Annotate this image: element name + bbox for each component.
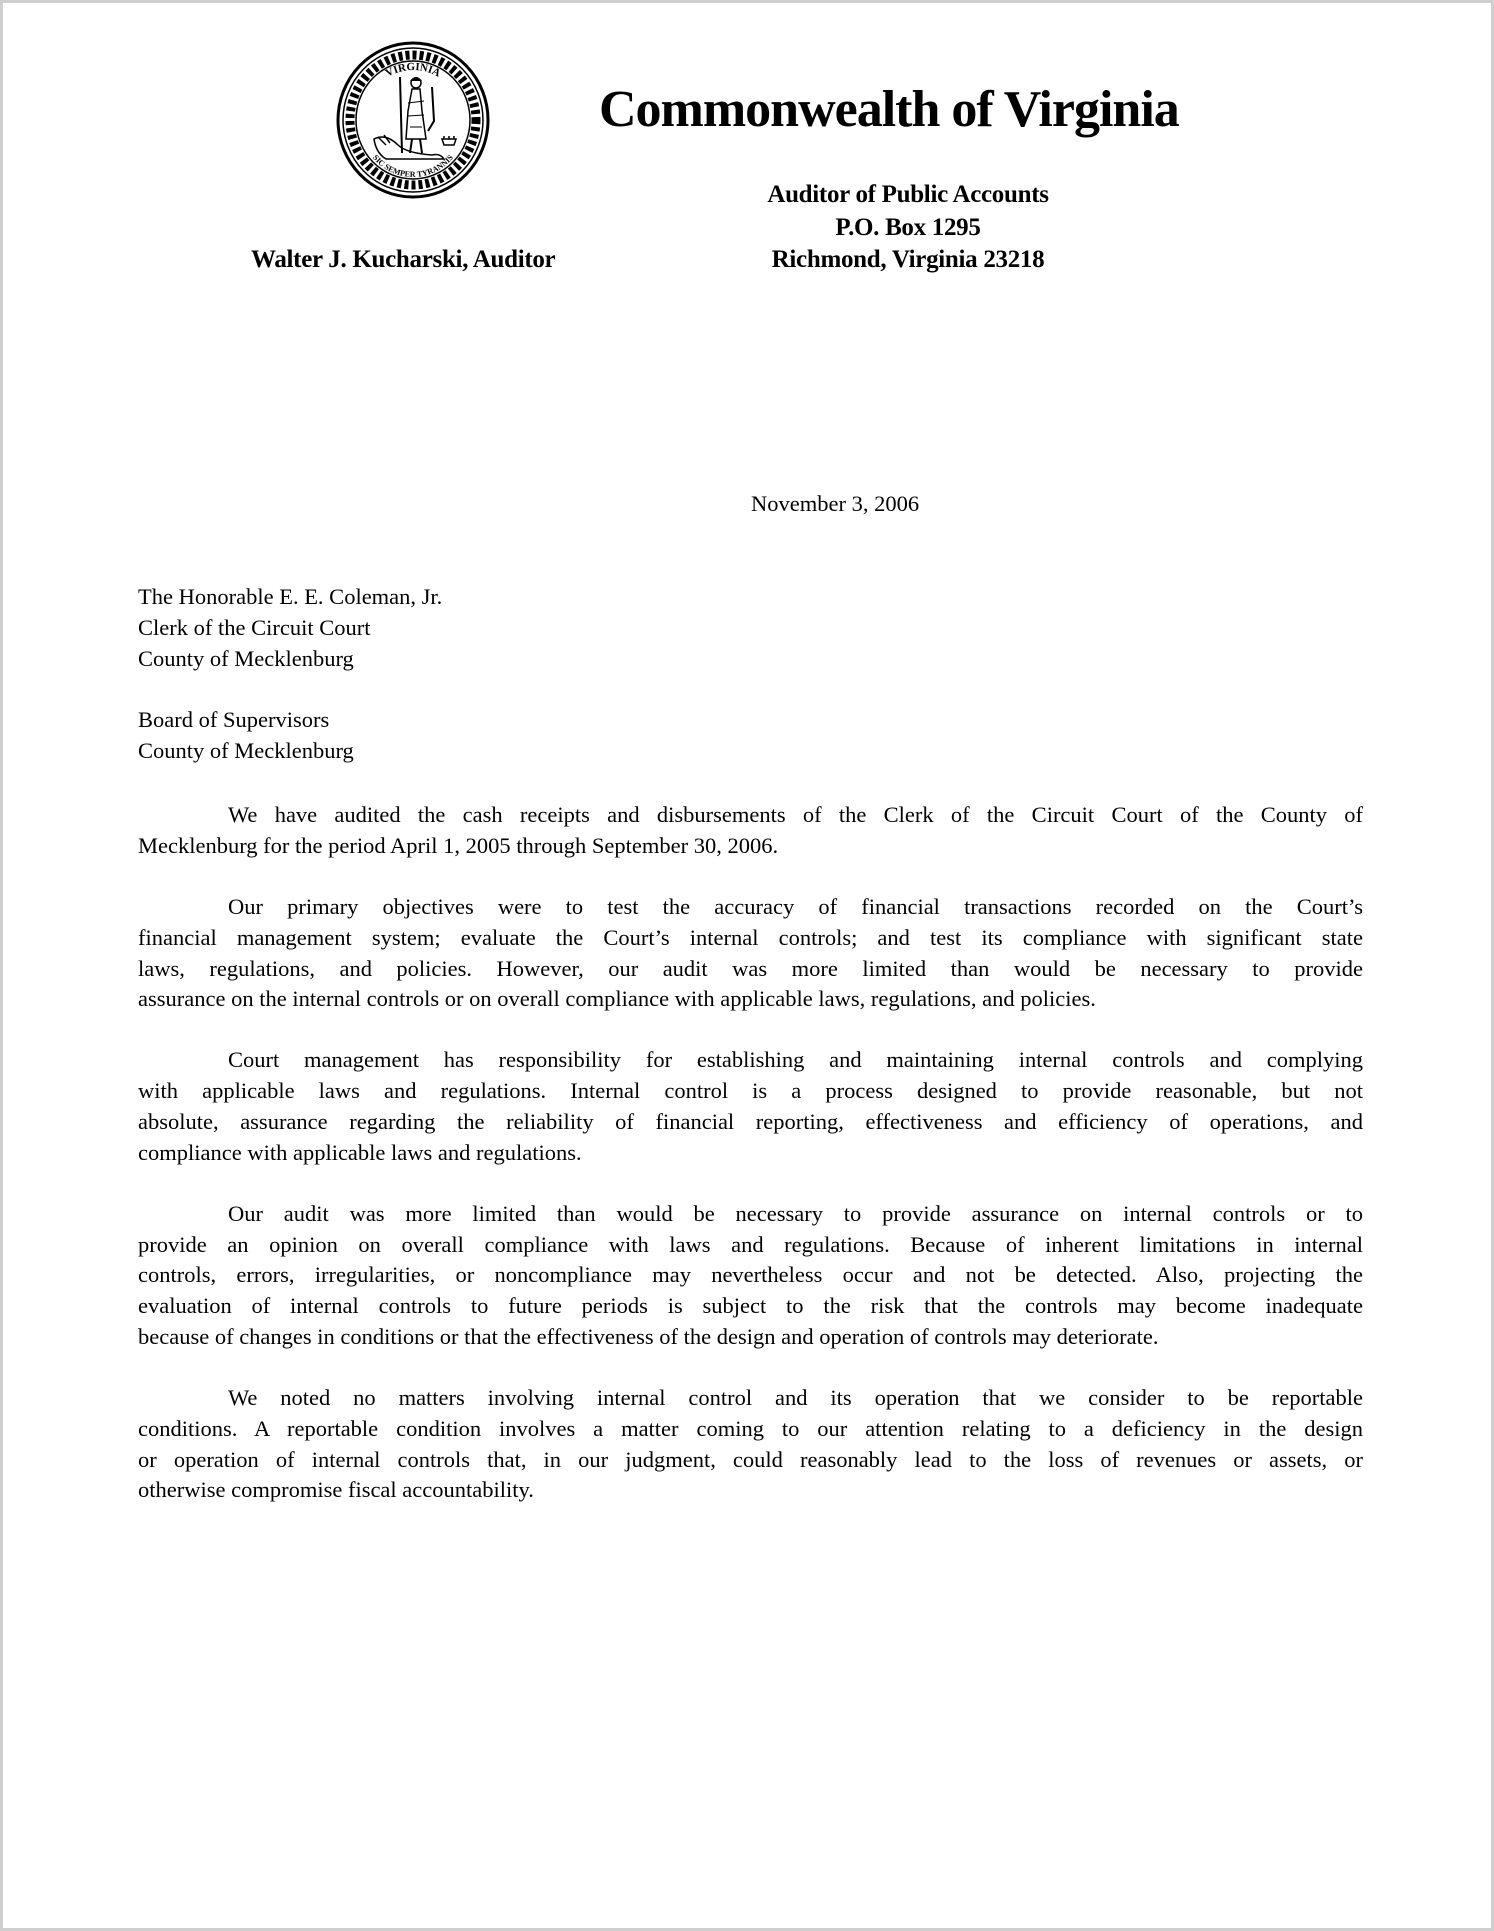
letter-date: November 3, 2006: [751, 491, 920, 516]
paragraph-line: absolute, assurance regarding the reliability of financial reporting, effectiveness and efficiency of operations, and: [138, 1109, 1363, 1134]
svg-text:VIRGINIA: VIRGINIA: [383, 60, 443, 80]
paragraph-line: provide an opinion on overall compliance with laws and regulations. Because of inherent limitations in internal: [138, 1232, 1363, 1257]
addressee-line: Clerk of the Circuit Court: [138, 615, 371, 640]
office-name: Auditor of Public Accounts: [767, 181, 1049, 208]
office-po-box: P.O. Box 1295: [835, 214, 981, 241]
office-city-state-zip: Richmond, Virginia 23218: [771, 246, 1045, 273]
paragraph-line: Our primary objectives were to test the accuracy of financial transactions recorded on the Court’s: [228, 894, 1363, 919]
paragraph-line: Court management has responsibility for establishing and maintaining internal controls and complying: [228, 1047, 1363, 1072]
paragraph-line: or operation of internal controls that, in our judgment, could reasonably lead to the loss of revenues or assets, or: [138, 1447, 1363, 1472]
addressee-line: Board of Supervisors: [138, 707, 330, 732]
paragraph-line: compliance with applicable laws and regulations.: [138, 1140, 582, 1165]
paragraph-line: laws, regulations, and policies. However, our audit was more limited than would be necessary to provide: [138, 956, 1363, 981]
svg-text:SIC SEMPER TYRANNIS: SIC SEMPER TYRANNIS: [370, 152, 456, 179]
addressee-line: County of Mecklenburg: [138, 738, 354, 763]
paragraph-line: because of changes in conditions or that the effectiveness of the design and operation of controls may deteriorate.: [138, 1324, 1159, 1349]
paragraph-line: evaluation of internal controls to future periods is subject to the risk that the controls may become inadequate: [138, 1293, 1363, 1318]
addressee-line: The Honorable E. E. Coleman, Jr.: [138, 584, 443, 609]
paragraph-line: controls, errors, irregularities, or noncompliance may nevertheless occur and not be detected. Also, projecting the: [138, 1262, 1363, 1287]
addressee-line: County of Mecklenburg: [138, 646, 354, 671]
paragraph-line: Our audit was more limited than would be necessary to provide assurance on internal controls or to: [228, 1201, 1363, 1226]
paragraph-line: Mecklenburg for the period April 1, 2005 through September 30, 2006.: [138, 833, 779, 858]
virginia-state-seal-icon: [336, 41, 490, 199]
paragraph-line: We have audited the cash receipts and disbursements of the Clerk of the Circuit Court of the County of: [228, 802, 1363, 827]
auditor-name: Walter J. Kucharski, Auditor: [251, 246, 556, 273]
paragraph-line: otherwise compromise fiscal accountability.: [138, 1477, 534, 1502]
paragraph-line: conditions. A reportable condition involves a matter coming to our attention relating to a deficiency in the design: [138, 1416, 1363, 1441]
paragraph-line: We noted no matters involving internal control and its operation that we consider to be reportable: [228, 1385, 1363, 1410]
paragraph-line: with applicable laws and regulations. Internal control is a process designed to provide reasonable, but not: [138, 1078, 1363, 1103]
paragraph-line: assurance on the internal controls or on overall compliance with applicable laws, regulations, and policies.: [138, 986, 1096, 1011]
letterhead-title: Commonwealth of Virginia: [599, 81, 1179, 138]
paragraph-line: financial management system; evaluate the Court’s internal controls; and test its compliance with significant state: [138, 925, 1363, 950]
